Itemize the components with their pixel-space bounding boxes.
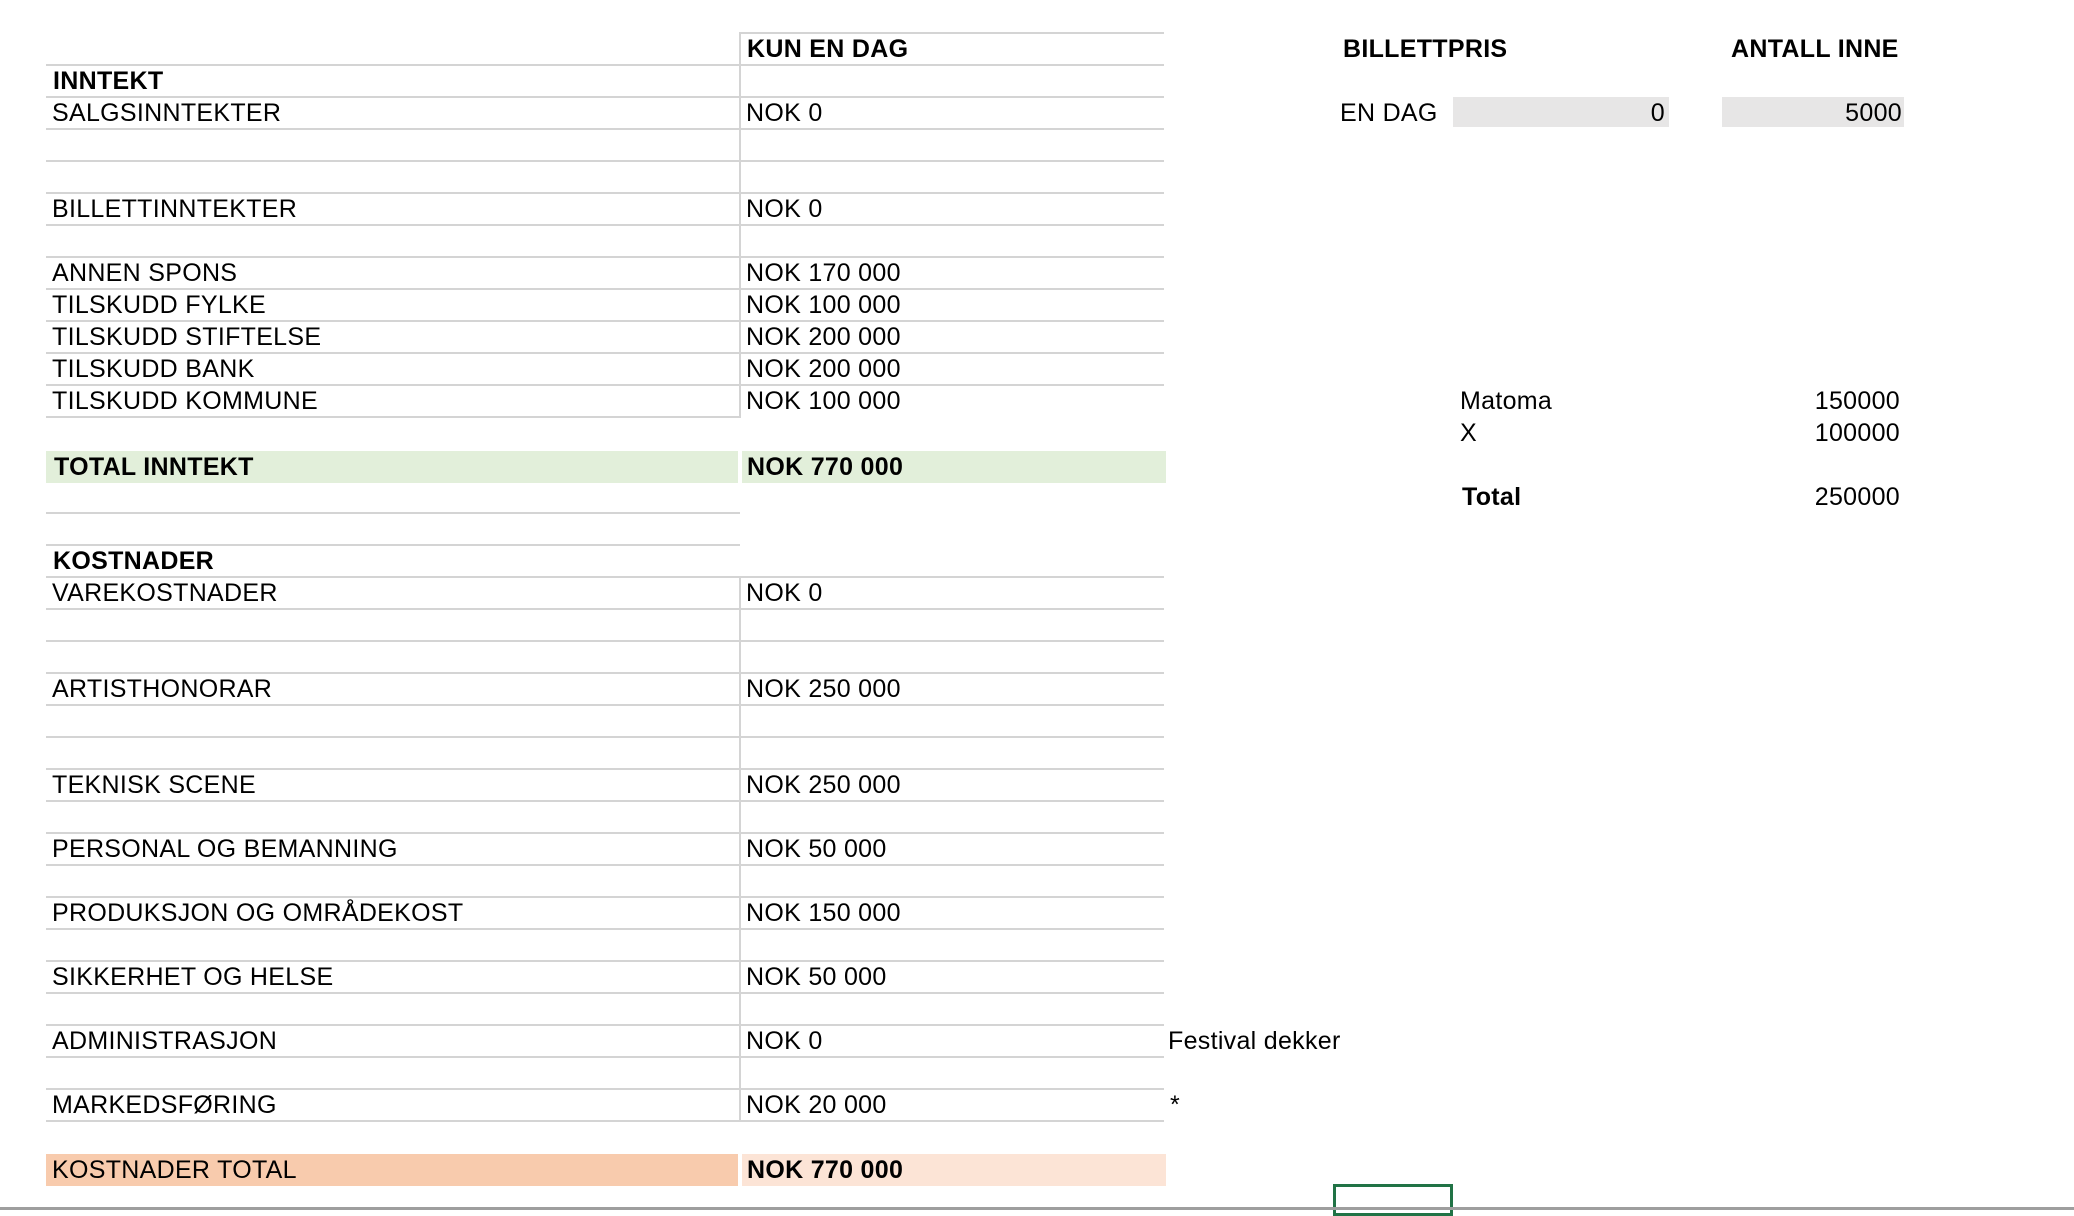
ticket-row-label[interactable]: EN DAG xyxy=(1340,99,1438,127)
row-label-markedsforing[interactable]: MARKEDSFØRING xyxy=(52,1091,277,1119)
section-title-inntekt[interactable]: INNTEKT xyxy=(53,67,164,95)
column-header-billettpris[interactable]: BILLETTPRIS xyxy=(1343,35,1508,63)
row-label-tilskudd-fylke[interactable]: TILSKUDD FYLKE xyxy=(52,291,266,319)
grid-line xyxy=(740,160,1164,162)
grid-line xyxy=(739,32,741,418)
grid-line xyxy=(739,576,741,1122)
row-value-markedsforing[interactable]: NOK 20 000 xyxy=(746,1091,887,1119)
row-label-tilskudd-kommune[interactable]: TILSKUDD KOMMUNE xyxy=(52,387,318,415)
row-value-tilskudd-stiftelse[interactable]: NOK 200 000 xyxy=(746,323,901,351)
row-label-produksjon-og-omradekost[interactable]: PRODUKSJON OG OMRÅDEKOST xyxy=(52,899,464,927)
row-value-sikkerhet-og-helse[interactable]: NOK 50 000 xyxy=(746,963,887,991)
grid-line xyxy=(46,640,740,642)
row-label-administrasjon[interactable]: ADMINISTRASJON xyxy=(52,1027,278,1055)
ticket-price-input[interactable]: 0 xyxy=(1650,99,1665,127)
row-value-artisthonorar[interactable]: NOK 250 000 xyxy=(746,675,901,703)
row-value-tilskudd-bank[interactable]: NOK 200 000 xyxy=(746,355,901,383)
sponsor-amount[interactable]: 150000 xyxy=(1814,387,1900,415)
row-value-tilskudd-kommune[interactable]: NOK 100 000 xyxy=(746,387,901,415)
total-income-label[interactable]: TOTAL INNTEKT xyxy=(54,453,254,481)
row-label-sikkerhet-og-helse[interactable]: SIKKERHET OG HELSE xyxy=(52,963,334,991)
row-value-produksjon-og-omradekost[interactable]: NOK 150 000 xyxy=(746,899,901,927)
sponsor-name[interactable]: Matoma xyxy=(1460,387,1553,415)
sponsor-name[interactable]: X xyxy=(1460,419,1477,447)
row-value-salgsinntekter[interactable]: NOK 0 xyxy=(746,99,823,127)
section-title-kostnader[interactable]: KOSTNADER xyxy=(53,547,215,575)
total-cost-value[interactable]: NOK 770 000 xyxy=(747,1156,904,1184)
note-administrasjon[interactable]: Festival dekker xyxy=(1168,1027,1341,1055)
sponsor-amount[interactable]: 100000 xyxy=(1814,419,1900,447)
row-label-billettinntekter[interactable]: BILLETTINNTEKTER xyxy=(52,195,298,223)
row-label-teknisk-scene[interactable]: TEKNISK SCENE xyxy=(52,771,256,799)
row-value-annen-spons[interactable]: NOK 170 000 xyxy=(746,259,901,287)
active-cell-selection[interactable] xyxy=(1333,1184,1453,1216)
row-value-varekostnader[interactable]: NOK 0 xyxy=(746,579,823,607)
row-label-salgsinntekter[interactable]: SALGSINNTEKTER xyxy=(52,99,282,127)
total-income-value[interactable]: NOK 770 000 xyxy=(747,453,904,481)
note-markedsforing[interactable]: * xyxy=(1170,1091,1181,1119)
row-value-teknisk-scene[interactable]: NOK 250 000 xyxy=(746,771,901,799)
ticket-count-input[interactable]: 5000 xyxy=(1845,99,1902,127)
row-label-tilskudd-bank[interactable]: TILSKUDD BANK xyxy=(52,355,255,383)
column-header-kun-en-dag[interactable]: KUN EN DAG xyxy=(747,35,909,63)
grid-line xyxy=(46,512,740,514)
sponsor-total-amount[interactable]: 250000 xyxy=(1814,483,1900,511)
sponsor-total-label[interactable]: Total xyxy=(1462,483,1522,511)
grid-line xyxy=(46,736,740,738)
row-value-billettinntekter[interactable]: NOK 0 xyxy=(746,195,823,223)
row-value-administrasjon[interactable]: NOK 0 xyxy=(746,1027,823,1055)
row-label-personal-og-bemanning[interactable]: PERSONAL OG BEMANNING xyxy=(52,835,398,863)
grid-line xyxy=(46,160,740,162)
row-label-varekostnader[interactable]: VAREKOSTNADER xyxy=(52,579,278,607)
column-header-antall-inne[interactable]: ANTALL INNE xyxy=(1731,35,1899,63)
row-label-annen-spons[interactable]: ANNEN SPONS xyxy=(52,259,238,287)
grid-line xyxy=(740,640,1164,642)
row-value-tilskudd-fylke[interactable]: NOK 100 000 xyxy=(746,291,901,319)
row-label-artisthonorar[interactable]: ARTISTHONORAR xyxy=(52,675,273,703)
grid-line xyxy=(740,736,1164,738)
row-value-personal-og-bemanning[interactable]: NOK 50 000 xyxy=(746,835,887,863)
row-label-tilskudd-stiftelse[interactable]: TILSKUDD STIFTELSE xyxy=(52,323,322,351)
total-cost-label[interactable]: KOSTNADER TOTAL xyxy=(52,1156,297,1184)
